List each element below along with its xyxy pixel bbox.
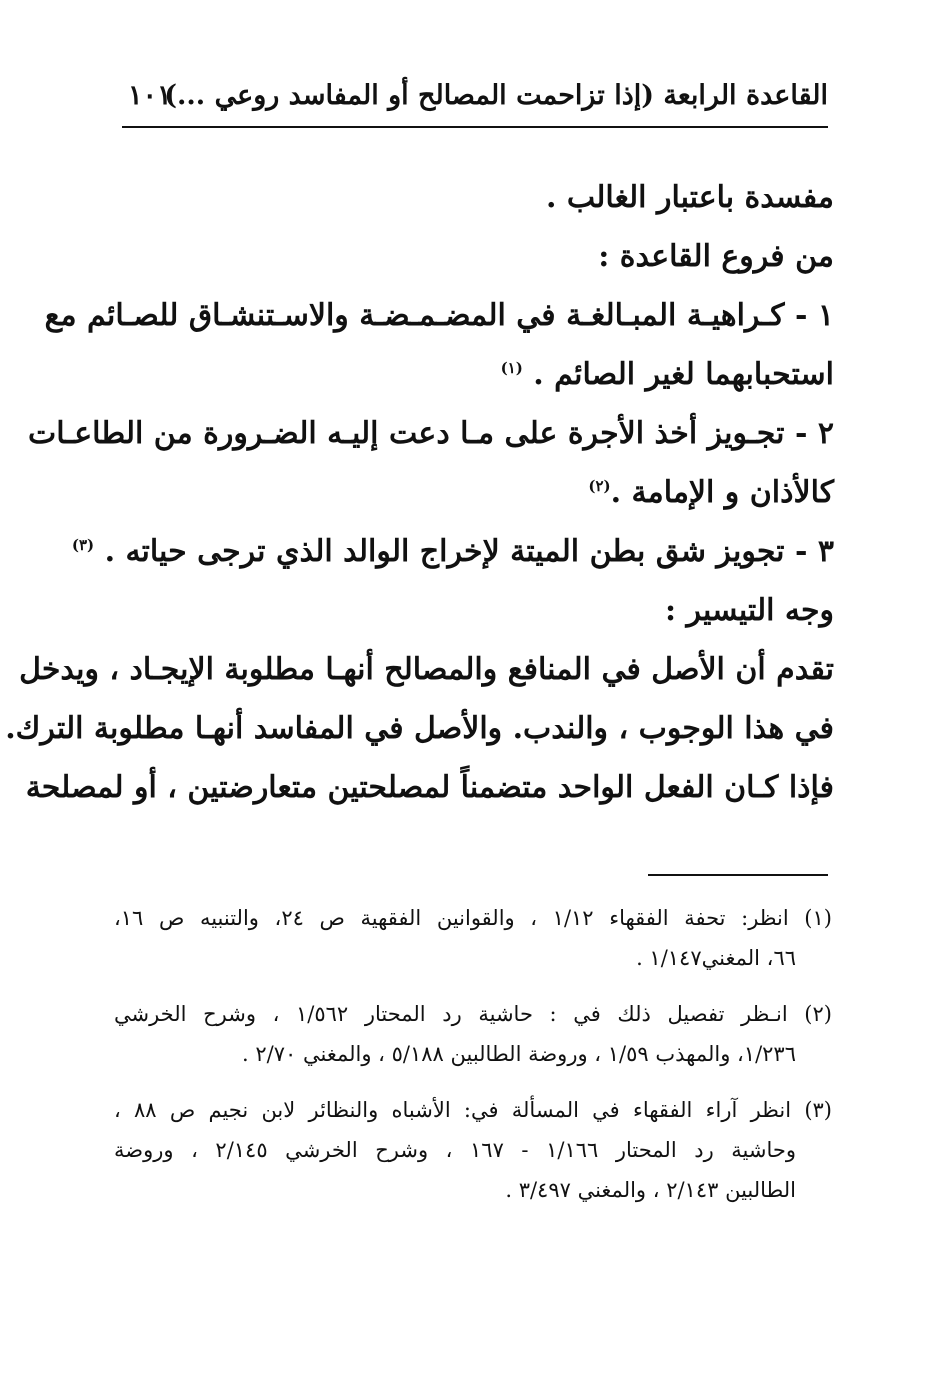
footnote-3-line-3: الطالبين ٢/١٤٣ ، والمغني ٣/٤٩٧ . [505,1178,796,1202]
text-line-3: ١ - كـراهيـة المبـالغـة في المضـمـضـة والاسـتنشـاق للصـائم مع [44,298,834,333]
section-heading-branches: من فروع القاعدة : [598,239,834,274]
text-line-7: ٣ - تجويز شق بطن الميتة لإخراج الوالد الذي ترجى حياته . $^{(٣)}$ [71,534,834,569]
header-divider [122,126,828,128]
main-text [5,168,834,817]
footnote-2-line-1: (٢) انـظر تفصيل ذلك في : حاشية رد المحتار ١/٥٦٢ ، وشرح الخرشي [114,1002,832,1026]
footnotes [114,898,832,1210]
footnote-ref-3[interactable]: (٣) [71,536,95,554]
footnote-divider [648,874,828,876]
text-line-10: في هذا الوجوب ، والندب. والأصل في المفاسد أنهـا مطلوبة الترك. [5,711,834,746]
chapter-title: القاعدة الرابعة (إذا تزاحمت المصالح أو المفاسد روعي ...) [164,80,828,111]
text-line-11: فإذا كـان الفعل الواحد متضمناً لمصلحتين متعارضتين ، أو لمصلحة [25,770,834,805]
footnote-ref-2[interactable]: (٢) [588,477,611,495]
text-line-5: ٢ - تجـويز أخذ الأجرة على مـا دعت إليـه الضـرورة من الطاعـات [28,416,834,451]
footnote-1-line-2: ٦٦، المغني١/١٤٧ . [636,946,796,970]
text-line-9: تقدم أن الأصل في المنافع والمصالح أنهـا مطلوبة الإيجـاد ، ويدخل [19,652,834,687]
page-number: ١٠١ [128,80,172,111]
footnote-3-line-2: وحاشية رد المحتار ١/١٦٦ - ١٦٧ ، وشرح الخرشي ٢/١٤٥ ، وروضة [114,1138,796,1162]
text-line-1: مفسدة باعتبار الغالب . [545,180,834,215]
text-line-4: استحبابهما لغير الصائم . $^{(١)}$ [500,357,834,392]
running-header [122,72,828,124]
footnote-1-line-1: (١) انظر: تحفة الفقهاء ١/١٢ ، والقوانين الفقهية ص ٢٤، والتنبيه ص ١٦، [114,906,832,930]
section-heading-ease: وجه التيسير : [664,593,834,628]
footnote-ref-1[interactable]: (١) [500,359,523,377]
text-line-6: كالأذان و الإمامة .$^{(٢)}$ [588,475,834,510]
footnote-2-line-2: ١/٢٣٦، والمهذب ١/٥٩ ، وروضة الطالبين ٥/١٨٨ ، والمغني ٢/٧٠ . [242,1042,796,1066]
footnote-3-line-1: (٣) انظر آراء الفقهاء في المسألة في: الأشباه والنظائر لابن نجيم ص ٨٨ ، [114,1098,832,1122]
